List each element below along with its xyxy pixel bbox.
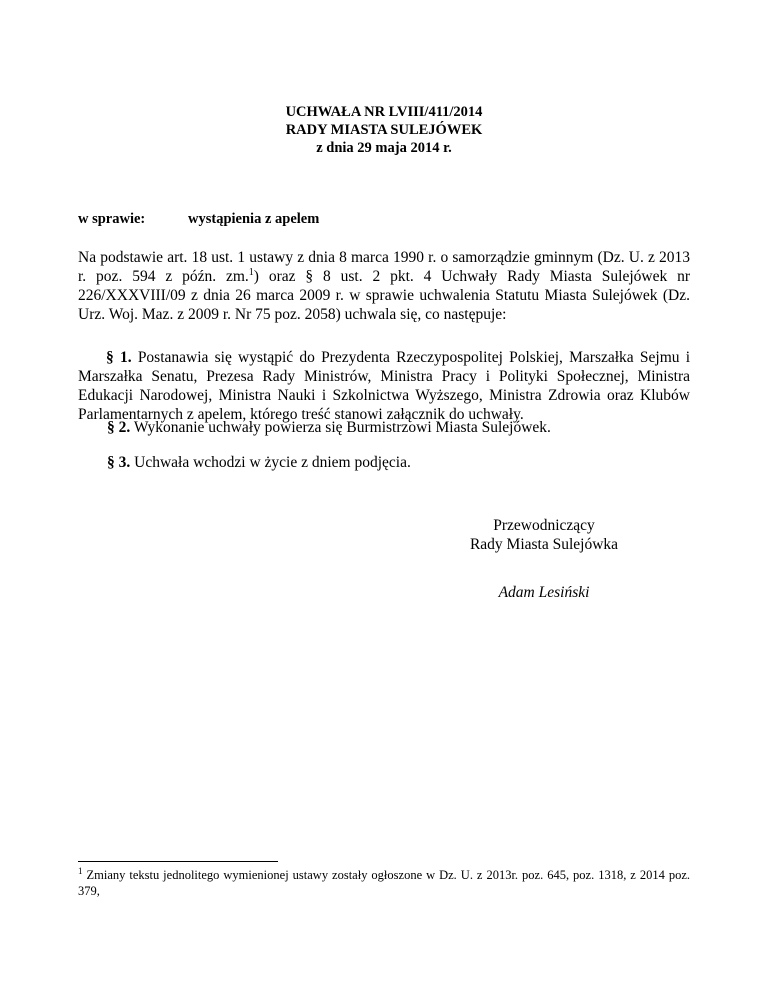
footnote-text: Zmiany tekstu jednolitego wymienionej ustawy zostały ogłoszone w Dz. U. z 2013r. poz. 645, poz. 1318, z 2014 poz. 379, bbox=[78, 868, 690, 898]
section-1 bbox=[78, 348, 690, 424]
legal-basis-part2: ) oraz § 8 ust. 2 pkt. 4 Uchwały Rady Miasta Sulejówek nr 226/XXXVIII/09 z dnia 26 marca 2009 r. w sprawie uchwalenia Statutu Miasta Sulejówek (Dz. Urz. Woj. Maz. z 2009 r. Nr 75 poz. 2058) uchwala się, co następuje: bbox=[78, 268, 690, 323]
subject-text: wystąpienia z apelem bbox=[188, 211, 320, 227]
section-mark: § 2. bbox=[107, 419, 131, 436]
section-mark: § 3. bbox=[107, 454, 131, 471]
document-header bbox=[0, 103, 768, 157]
section-text: Postanawia się wystąpić do Prezydenta Rzeczypospolitej Polskiej, Marszałka Sejmu i Marszałka Senatu, Prezesa Rady Ministrów, Ministra Pracy i Polityki Społecznej, Ministra Edukacji Narodowej, Ministra Nauki i Szkolnictwa Wyższego, Ministra Zdrowia oraz Klubów Parlamentarnych z apelem, którego treść stanowi załącznik do uchwały. bbox=[78, 349, 691, 423]
signatory-name: Adam Lesiński bbox=[498, 584, 590, 601]
section-text: Uchwała wchodzi w życie z dniem podjęcia. bbox=[134, 454, 411, 471]
section-mark: § 1. bbox=[106, 349, 132, 366]
footnote-reference: 1 bbox=[248, 266, 254, 278]
signatory-title bbox=[444, 516, 644, 554]
resolution-date: z dnia 29 maja 2014 r. bbox=[316, 140, 452, 156]
subject-label: w sprawie: bbox=[78, 211, 146, 227]
footnote-number: 1 bbox=[78, 865, 83, 876]
resolution-number: UCHWAŁA NR LVIII/411/2014 bbox=[285, 104, 483, 120]
signatory-title-line2: Rady Miasta Sulejówka bbox=[469, 536, 619, 553]
section-2 bbox=[107, 418, 690, 437]
footnote-divider bbox=[78, 861, 278, 862]
section-3 bbox=[107, 453, 690, 472]
legal-basis-part1: Na podstawie art. 18 ust. 1 ustawy z dnia 8 marca 1990 r. o samorządzie gminnym (Dz. U. z 2013 r. poz. 594 z późn. zm. bbox=[78, 249, 690, 285]
signatory-title-line1: Przewodniczący bbox=[493, 517, 595, 534]
subject-line bbox=[78, 211, 319, 228]
legal-basis-paragraph bbox=[78, 248, 690, 324]
section-text: Wykonanie uchwały powierza się Burmistrzowi Miasta Sulejówek. bbox=[133, 419, 551, 436]
footnote bbox=[78, 867, 690, 899]
council-name: RADY MIASTA SULEJÓWEK bbox=[285, 122, 483, 138]
